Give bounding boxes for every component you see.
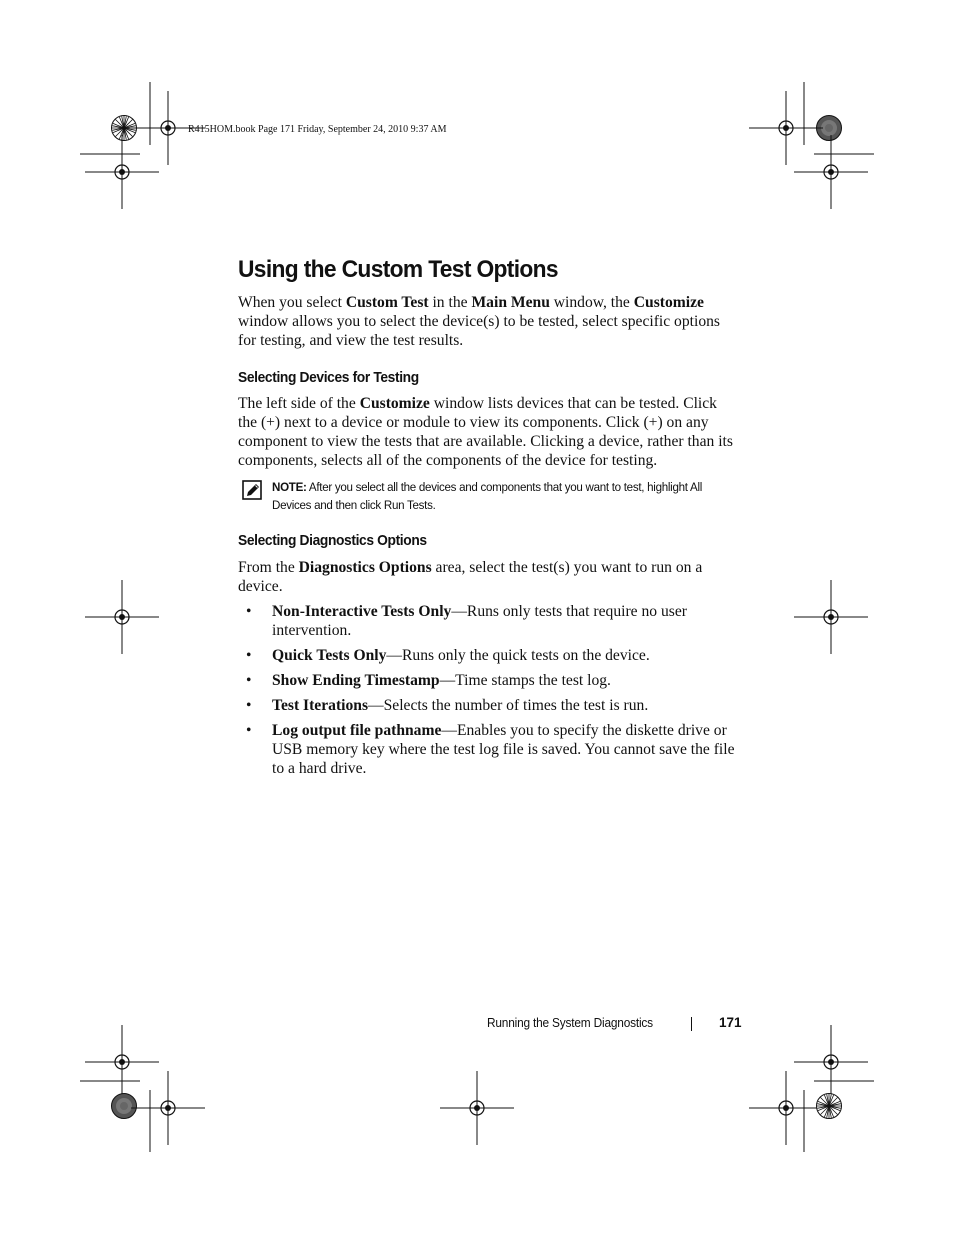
bullet-icon: •	[246, 603, 252, 620]
list-item: • Show Ending Timestamp—Time stamps the test log.	[246, 672, 611, 689]
crosshair-mark	[794, 1025, 868, 1099]
section-heading-devices: Selecting Devices for Testing	[238, 369, 419, 386]
footer-divider	[691, 1017, 692, 1031]
page-title: Using the Custom Test Options	[238, 256, 558, 283]
crosshair-mark	[749, 1071, 823, 1145]
bullet-icon: •	[246, 697, 252, 714]
print-header: R415HOM.book Page 171 Friday, September 24, 2010 9:37 AM	[188, 124, 447, 135]
list-item: • Non-Interactive Tests Only—Runs only tests that require no user intervention.	[246, 603, 687, 639]
ui-term-all-devices: All Devices	[272, 480, 703, 512]
crosshair-mark	[85, 135, 159, 209]
crosshair-mark	[85, 580, 159, 654]
pencil-icon	[242, 480, 262, 500]
bullet-icon: •	[246, 647, 252, 664]
list-item: • Log output file pathname—Enables you to specify the diskette drive or USB memory key where the test log file is saved. You cannot save the file to a hard drive.	[246, 722, 735, 777]
diagnostics-paragraph: From the Diagnostics Options area, select the test(s) you want to run on a device.	[238, 559, 703, 595]
crosshair-mark	[85, 1025, 159, 1099]
note-label: NOTE:	[272, 480, 307, 494]
section-heading-diagnostics: Selecting Diagnostics Options	[238, 532, 427, 549]
gray-disc-mark	[112, 1094, 137, 1119]
bullet-icon: •	[246, 672, 252, 689]
list-item: • Quick Tests Only—Runs only the quick tests on the device.	[246, 647, 650, 664]
crosshair-mark	[749, 91, 823, 165]
intro-paragraph: When you select Custom Test in the Main Menu window, the Customize window allows you to select the device(s) to be tested, select specific options for testing, and view the test results.	[238, 294, 720, 349]
note-text: NOTE: After you select all the devices and components that you want to test, highlight All Devices and then click Run Tests.	[272, 480, 703, 512]
list-item: • Test Iterations—Selects the number of times the test is run.	[246, 697, 649, 714]
diagnostics-options-list	[238, 602, 738, 784]
starburst-mark	[817, 1094, 842, 1119]
crosshair-mark	[794, 135, 868, 209]
crosshair-mark	[440, 1071, 514, 1145]
crosshair-mark	[794, 580, 868, 654]
page-number: 171	[719, 1015, 742, 1030]
crosshair-mark	[131, 1071, 205, 1145]
ui-term-run-tests: Run Tests	[383, 498, 433, 512]
footer-chapter-title: Running the System Diagnostics	[487, 1016, 653, 1030]
bullet-icon: •	[246, 722, 252, 739]
devices-paragraph: The left side of the Customize window lists devices that can be tested. Click the (+) next to a device or module to view its components. Click (+) on any component to view the tests that are available. Clicking a device, rather than its components, selects all of the components of the device for testing.	[238, 395, 733, 469]
